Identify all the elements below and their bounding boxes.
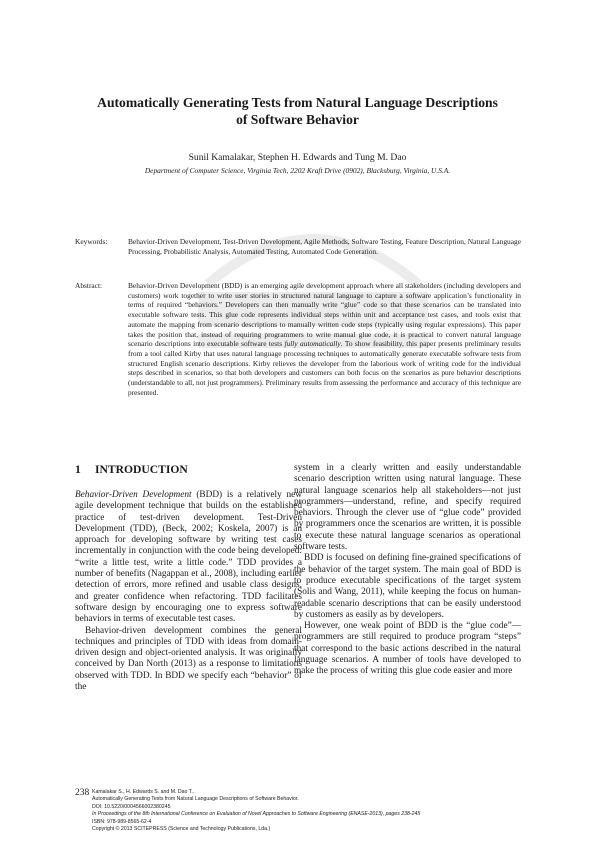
abstract-label: Abstract: xyxy=(75,281,103,290)
citation-doi: DOI: 10.5220/0004566002380245 xyxy=(92,803,171,810)
citation-proceedings: In Proceedings of the 8th International Conference on Evaluation of Novel Approaches to Software Engineering (ENASE-2013), pages 238-245 xyxy=(92,811,421,818)
paper-authors: Sunil Kamalakar, Stephen H. Edwards and Tung M. Dao xyxy=(188,152,407,163)
section-title: INTRODUCTION xyxy=(95,463,188,476)
paragraph: system in a clearly written and easily understandable scenario description written using natural language. These natural language scenarios help all stakeholders—not just programmers—understand, refine, and specify required behaviors. Through the clever use of “glue code” provided by programmers once the scenarios are written, it is possible to execute these natural language scenarios as operational software tests. xyxy=(294,463,521,553)
abstract-text xyxy=(128,281,521,397)
right-column xyxy=(294,463,521,678)
paragraph xyxy=(75,490,302,626)
term-emphasis: Behavior-Driven Development xyxy=(75,490,192,500)
paragraph: However, one weak point of BDD is the “glue code”—programmers are still required to produce program “steps” that correspond to the basic actions described in the natural language scenarios. A number of tools have developed to make the process of writing this glue code easier and more xyxy=(294,621,521,677)
section-number: 1 xyxy=(75,463,81,476)
abstract-text-part: Behavior-Driven Development (BDD) is an emerging agile development approach where all stakeholders (including developers and customers) work together to write user stories in structured natural language to capture a software application’s functionality in terms of required “behaviors.” Developers can then manually write “glue” code so that these scenarios can be translated into executable software tests. This glue code represents individual steps within unit and acceptance test cases, and tools exist that automate the mapping from scenario descriptions to manually written code steps (typically using regular expressions). This paper takes the position that, instead of requiring programmers to write manual glue code, it is practical to convert natural language scenario descriptions into executable software tests xyxy=(128,281,521,349)
paragraph: Behavior-driven development combines the general techniques and principles of TDD with ideas from domain-driven design and object-oriented analysis. It was originally conceived by Dan North (2013) as a response to limitations observed with TDD. In BDD we specify each “behavior” of the xyxy=(75,625,302,693)
keywords-text: Behavior-Driven Development, Test-Driven Development, Agile Methods, Software Testing, Feature Description, Natural Language Processing, Probabilistic Analysis, Automated Testing, Automated Code Generation. xyxy=(128,237,521,256)
citation-isbn: ISBN: 978-989-8565-62-4 xyxy=(92,818,152,825)
citation-copyright: Copyright © 2013 SCITEPRESS (Science and Technology Publications, Lda.) xyxy=(92,826,271,833)
paragraph: BDD is focused on defining fine-grained specifications of the behavior of the target system. The main goal of BDD is to produce executable specifications of the target system (Solis and Wang, 2011), while keeping the focus on human-readable scenario descriptions that can be easily understood by customers as easily as by developers. xyxy=(294,553,521,620)
citation-title: Automatically Generating Tests from Natural Language Descriptions of Software Behavior. xyxy=(92,796,299,803)
abstract-emphasis: fully automatically xyxy=(284,339,341,349)
abstract-text-part: . To show feasibility, this paper presents preliminary results from a tool called Kirby that uses natural language processing techniques to automatically generate executable software tests from structured English scenario descriptions. Kirby relieves the developer from the laborious work of writing code for the individual steps described in scenarios, so that both developers and customers can both focus on the scenarios as pure behavior descriptions (understandable to all, not just programmers). Preliminary results from assessing the performance and accuracy of this technique are presented. xyxy=(128,339,522,397)
left-column xyxy=(75,463,302,693)
citation-block xyxy=(92,789,420,833)
keywords-label: Keywords: xyxy=(75,237,108,246)
page-number: 238 xyxy=(75,788,90,798)
author-affiliation: Department of Computer Science, Virginia Tech, 2202 Kraft Drive (0902), Blacksburg, Virginia, U.S.A. xyxy=(144,166,451,175)
section-heading xyxy=(75,463,302,477)
citation-authors: Kamalakar S., H. Edwards S. and M. Dao T.. xyxy=(92,789,195,795)
paragraph-text: (BDD) is a relatively new agile development technique that builds on the established practice of test-driven development. Test-Driven Development (TDD), (Beck, 2002; Koskela, 2007) is an approach for developing software by writing test cases incrementally in conjunction with the code being developed: “write a little test, write a little code.” TDD provides a number of benefits (Nagappan et al., 2008), including earlier detection of errors, more refined and usable class designs, and greater confidence when refactoring. TDD facilitates software design by encouraging one to express software behaviors in terms of executable test cases. xyxy=(75,490,302,625)
paper-title: Automatically Generating Tests from Natural Language Descriptions of Software Behavior xyxy=(97,95,498,127)
